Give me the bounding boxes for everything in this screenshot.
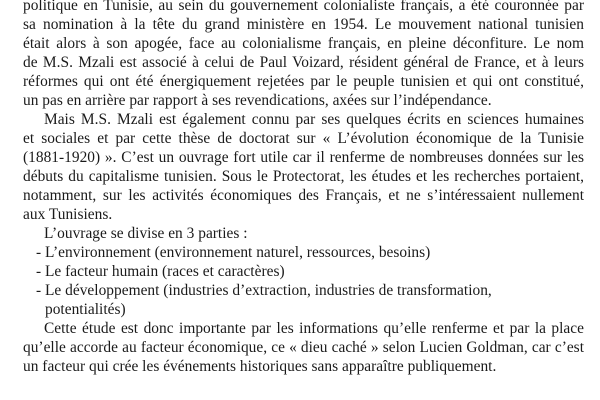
text-line: un facteur qui crée les événements historiques sans apparaître publiquement. xyxy=(23,358,497,375)
text-line: politique en Tunisie, au sein du gouvernement colonialiste français, a été couronnée par xyxy=(23,0,584,14)
list-item: - Le développement (industries d’extraction, industries de transformation, xyxy=(36,282,492,299)
text-line: (1881-1920) ». C’est un ouvrage fort utile car il renferme de nombreuses données sur les xyxy=(23,149,584,166)
text-line: était alors à son apogée, face au colonialisme français, en pleine déconfiture. Le nom xyxy=(23,35,584,52)
list-item-continuation: potentialités) xyxy=(45,301,126,318)
text-line: sa nomination à la tête du grand ministère en 1954. Le mouvement national tunisien xyxy=(23,16,584,33)
text-line: et sociales et par cette thèse de doctorat sur « L’évolution économique de la Tunisie xyxy=(23,130,584,147)
text-line: notamment, sur les activités économiques des Français, et ne s’intéressaient nullement xyxy=(23,187,584,204)
text-line: de M.S. Mzali est associé à celui de Paul Voizard, résident général de France, et à leurs xyxy=(23,54,584,71)
text-line: un pas en arrière par rapport à ses revendications, axées sur l’indépendance. xyxy=(23,92,492,109)
text-line: débuts du capitalisme tunisien. Sous le Protectorat, les études et les recherches portaient, xyxy=(23,168,584,185)
list-item: - L’environnement (environnement naturel, ressources, besoins) xyxy=(36,244,431,261)
list-item: - Le facteur humain (races et caractères) xyxy=(36,263,285,280)
paragraph-start-line: Mais M.S. Mzali est également connu par ses quelques écrits en sciences humaines xyxy=(44,111,584,128)
text-line: aux Tunisiens. xyxy=(23,206,113,223)
text-line: qu’elle accorde au facteur économique, ce « dieu caché » selon Lucien Goldman, car c’est xyxy=(23,339,584,356)
text-line: réformes qui ont été énergiquement rejetées par le peuple tunisien et qui ont constitué, xyxy=(23,73,584,90)
paragraph-start-line: L’ouvrage se divise en 3 parties : xyxy=(44,225,248,242)
paragraph-start-line: Cette étude est donc importante par les informations qu’elle renferme et par la place xyxy=(44,320,584,337)
